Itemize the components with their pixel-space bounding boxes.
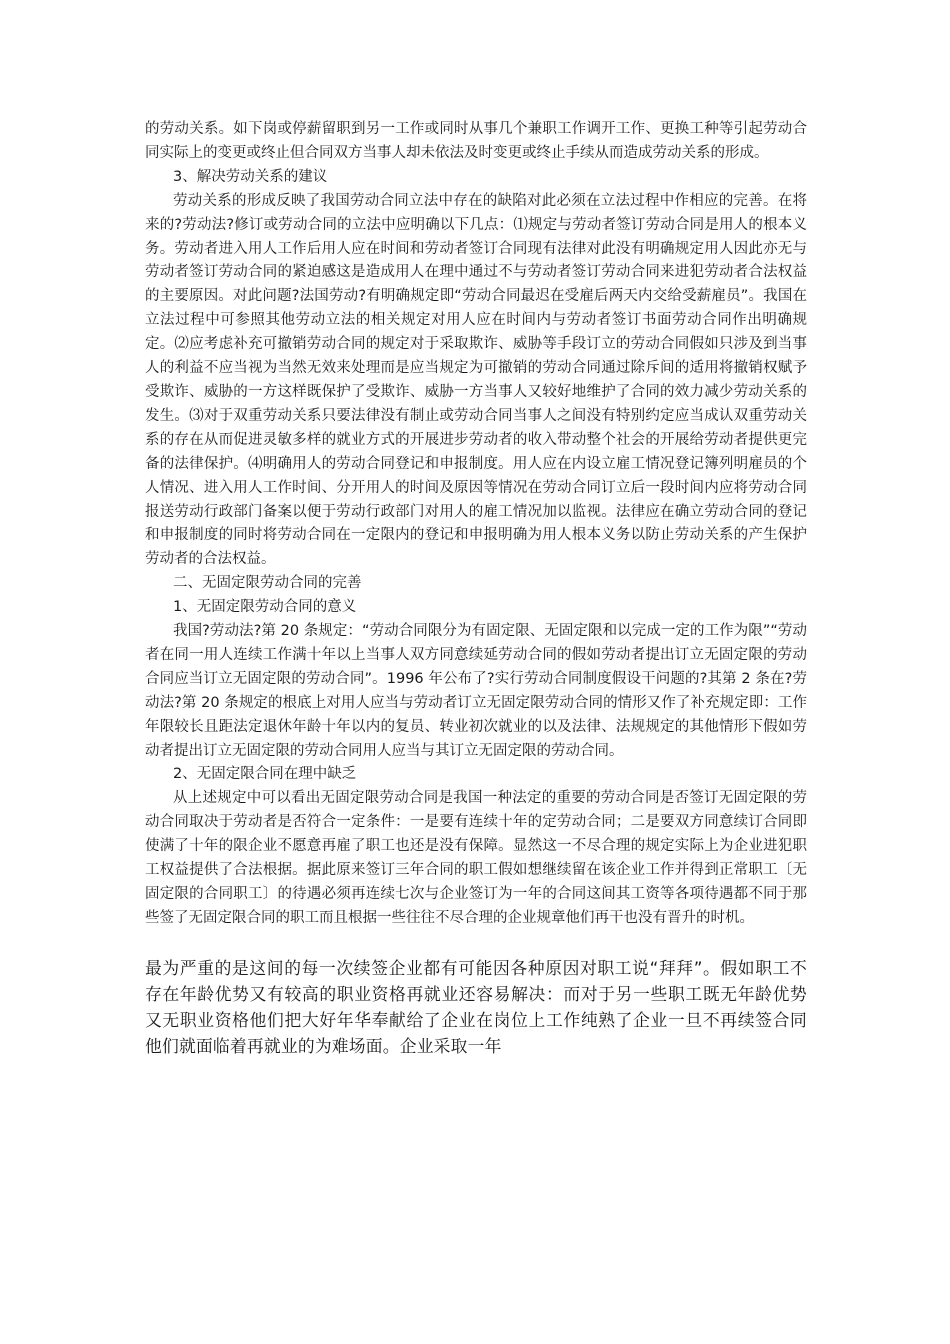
paragraph-suggestions: 劳动关系的形成反映了我国劳动合同立法中存在的缺陷对此必须在立法过程中作相应的完善。在将来的?劳动法?修订或劳动合同的立法中应明确以下几点：⑴规定与劳动者签订劳动合同是用人的根本义务。劳动者进入用人工作后用人应在时间和劳动者签订合同现有法律对此没有明确规定用人因此亦无与劳动者签订劳动合同的紧迫感这是造成用人在理中通过不与劳动者签订劳动合同来进犯劳动者合法权益的主要原因。对此问题?法国劳动?有明确规定即“劳动合同最迟在受雇后两天内交给受薪雇员”。我国在立法过程中可参照其他劳动立法的相关规定对用人应在时间内与劳动者签订书面劳动合同作出明确规定。⑵应考虑补充可撤销劳动合同的规定对于采取欺诈、威胁等手段订立的劳动合同假如只涉及到当事人的利益不应当视为当然无效来处理而是应当规定为可撤销的劳动合同通过除斥间的适用将撤销权赋予受欺诈、威胁的一方这样既保护了受欺诈、威胁一方当事人又较好地维护了合同的效力减少劳动关系的发生。⑶对于双重劳动关系只要法律没有制止或劳动合同当事人之间没有特别约定应当成认双重劳动关系的存在从而促进灵敏多样的就业方式的开展进步劳动者的收入带动整个社会的开展给劳动者提供更完备的法律保护。⑷明确用人的劳动合同登记和申报制度。用人应在内设立雇工情况登记簿列明雇员的个人情况、进入用人工作时间、分开用人的时间及原因等情况在劳动合同订立后一段时间内应将劳动合同报送劳动行政部门备案以便于劳动行政部门对用人的雇工情况加以监视。法律应在确立劳动合同的登记和申报制度的同时将劳动合同在一定限内的登记和申报明确为用人根本义务以防止劳动关系的产生保护劳动者的合法权益。 — [145, 192, 807, 568]
paragraph-analysis: 从上述规定中可以看出无固定限劳动合同是我国一种法定的重要的劳动合同是否签订无固定限的劳动合同取决于劳动者是否符合一定条件：一是要有连续十年的定劳动合同；二是要双方同意续订合同即使满了十年的限企业不愿意再雇了职工也还是没有保障。显然这一不尽合理的规定实际上为企业进犯职工权益提供了合法根据。据此原来签订三年合同的职工假如想继续留在该企业工作并得到正常职工〔无固定限的合同职工〕的待遇必须再连续七次与企业签订为一年的合同这间其工资等各项待遇都不同于那些签了无固定限合同的职工而且根据一些往往不尽合理的企业规章他们再干也没有晋升的时机。 — [145, 790, 807, 926]
heading-3-solutions: 3、解决劳动关系的建议 — [173, 168, 328, 185]
heading-2-deficiency: 2、无固定限合同在理中缺乏 — [173, 766, 357, 783]
paragraph-labor-relation-cont: 的劳动关系。如下岗或停薪留职到另一工作或同时从事几个兼职工作调开工作、更换工种等引起劳动合同实际上的变更或终止但合同双方当事人却未依法及时变更或终止手续从而造成劳动关系的形成。 — [145, 121, 807, 161]
document-page — [145, 118, 807, 1060]
heading-2-indefinite-contract: 二、无固定限劳动合同的完善 — [173, 575, 362, 592]
paragraph-renewal-risk: 最为严重的是这间的每一次续签企业都有可能因各种原因对职工说“拜拜”。假如职工不存在年龄优势又有较高的职业资格再就业还容易解决：而对于另一些职工既无年龄优势又无职业资格他们把大好年华奉献给了企业在岗位上工作纯熟了企业一旦不再续签合同他们就面临着再就业的为难场面。企业采取一年 — [145, 957, 807, 1057]
heading-1-significance: 1、无固定限劳动合同的意义 — [173, 599, 357, 616]
paragraph-gap — [145, 931, 807, 955]
paragraph-article-20: 我国?劳动法?第 20 条规定：“劳动合同限分为有固定限、无固定限和以完成一定的工作为限”“劳动者在同一用人连续工作满十年以上当事人双方同意续延劳动合同的假如劳动者提出订立无固定限的劳动合同应当订立无固定限的劳动合同”。1996 年公布了?实行劳动合同制度假设干问题的?其第 2 条在?劳动法?第 20 条规定的根底上对用人应当与劳动者订立无固定限劳动合同的情形又作了补充规定即：工作年限较长且距法定退休年龄十年以内的复员、转业初次就业的以及法律、法规规定的其他情形下假如劳动者提出订立无固定限的劳动合同用人应当与其订立无固定限的劳动合同。 — [145, 623, 807, 759]
